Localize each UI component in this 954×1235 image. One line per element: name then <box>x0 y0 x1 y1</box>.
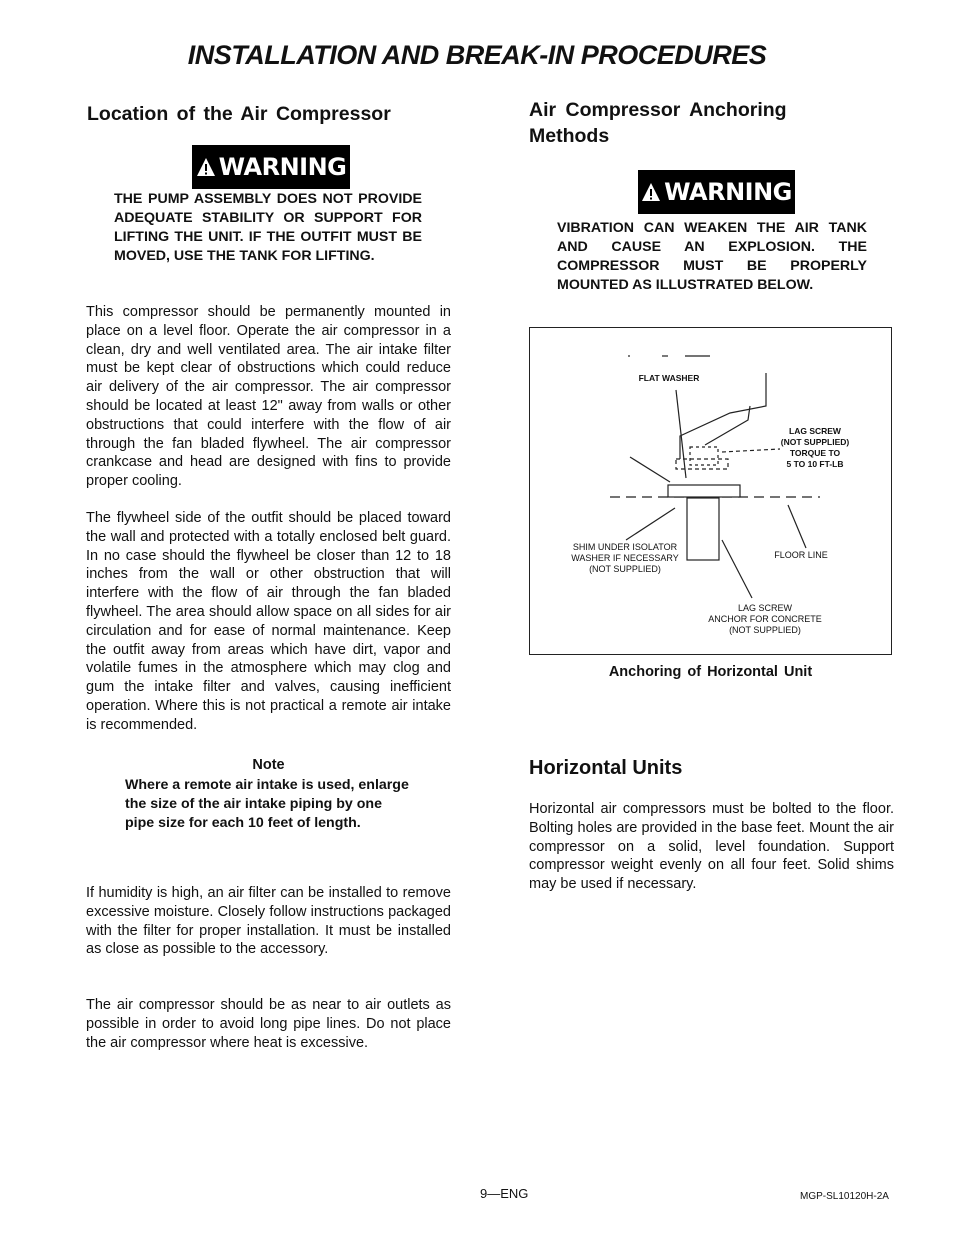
location-heading: Location of the Air Compressor <box>87 103 391 125</box>
label-anchor-1: LAG SCREW <box>737 603 792 613</box>
label-flat-washer: FLAT WASHER <box>638 373 700 383</box>
warning-triangle-icon <box>196 157 216 177</box>
page-number: 9—ENG <box>480 1186 529 1201</box>
location-paragraph-2: The flywheel side of the outfit should be placed toward the wall and protected with a totally enclosed belt guard. In no case should the flywheel be closer than 12 to 18 inches from the wall or other obstruction that will interfere with the flow of air through the fan bladed flywheel. The area should allow space on all sides for air circulation and for ease of normal maintenance. Keep the outfit away from areas which have dirt, vapor and volatile fumes in the atmosphere which may clog and gum the intake filter and valves, causing inefficient operation. Where this is not practical a remote air intake is recommended. <box>86 510 451 733</box>
page-title: INSTALLATION AND BREAK-IN PROCEDURES <box>187 40 767 70</box>
note-title: Note <box>252 757 285 773</box>
warning-label-text: WARNING <box>218 153 347 181</box>
warning-label-left <box>192 145 350 189</box>
label-shim-1: SHIM UNDER ISOLATOR <box>572 542 678 552</box>
document-code: MGP-SL10120H-2A <box>800 1191 889 1202</box>
anchoring-heading: Air Compressor Anchoring Methods <box>529 99 787 147</box>
warning-text-left: THE PUMP ASSEMBLY DOES NOT PROVIDE ADEQUATE STABILITY OR SUPPORT FOR LIFTING THE UNIT. IF THE OUTFIT MUST BE MOVED, USE THE TANK FOR LIFTING. <box>114 191 422 264</box>
diagram-caption: Anchoring of Horizontal Unit <box>608 664 813 680</box>
label-lag-screw-4: 5 TO 10 FT-LB <box>786 459 844 469</box>
warning-text-right: VIBRATION CAN WEAKEN THE AIR TANK AND CAUSE AN EXPLOSION. THE COMPRESSOR MUST BE PROPERLY MOUNTED AS ILLUSTRATED BELOW. <box>557 220 867 293</box>
horizontal-units-heading: Horizontal Units <box>529 757 683 779</box>
label-lag-screw-2: (NOT SUPPLIED) <box>780 437 850 447</box>
warning-label-text: WARNING <box>664 178 792 206</box>
location-paragraph-1: This compressor should be permanently mounted in place on a level floor. Operate the air compressor in a clean, dry and well ventilated area. The air intake filter must be kept clear of obstructions which could reduce air delivery of the air compressor. The air compressor should be located at least 12" away from walls or other obstructions that could interfere with the flow of air through the fan bladed flywheel. The air compressor crankcase and head are designed with fins to provide proper cooling. <box>86 304 451 490</box>
anchoring-diagram <box>529 327 892 655</box>
horizontal-units-paragraph: Horizontal air compressors must be bolted to the floor. Bolting holes are provided in the base feet. Mount the air compressor on a solid, level foundation. Support compressor weight evenly on all four feet. Solid shims may be used if necessary. <box>529 801 894 893</box>
label-anchor-2: ANCHOR FOR CONCRETE <box>708 614 822 624</box>
label-floor-line: FLOOR LINE <box>774 550 828 560</box>
note-text: Where a remote air intake is used, enlarge the size of the air intake piping by one pipe size for each 10 feet of length. <box>125 777 409 831</box>
label-shim-2: WASHER IF NECESSARY <box>571 553 679 563</box>
label-lag-screw-3: TORQUE TO <box>789 448 841 458</box>
label-shim-3: (NOT SUPPLIED) <box>589 564 661 574</box>
label-anchor-3: (NOT SUPPLIED) <box>729 625 801 635</box>
warning-triangle-icon <box>641 182 661 202</box>
placement-paragraph: The air compressor should be as near to air outlets as possible in order to avoid long pipe lines. Do not place the air compressor where heat is excessive. <box>86 997 451 1051</box>
humidity-paragraph: If humidity is high, an air filter can be installed to remove excessive moisture. Closely follow instructions packaged with the filter for proper installation. It must be installed as close as possible to the accessory. <box>86 885 451 958</box>
warning-label-right <box>638 170 795 214</box>
label-lag-screw-1: LAG SCREW <box>789 426 841 436</box>
